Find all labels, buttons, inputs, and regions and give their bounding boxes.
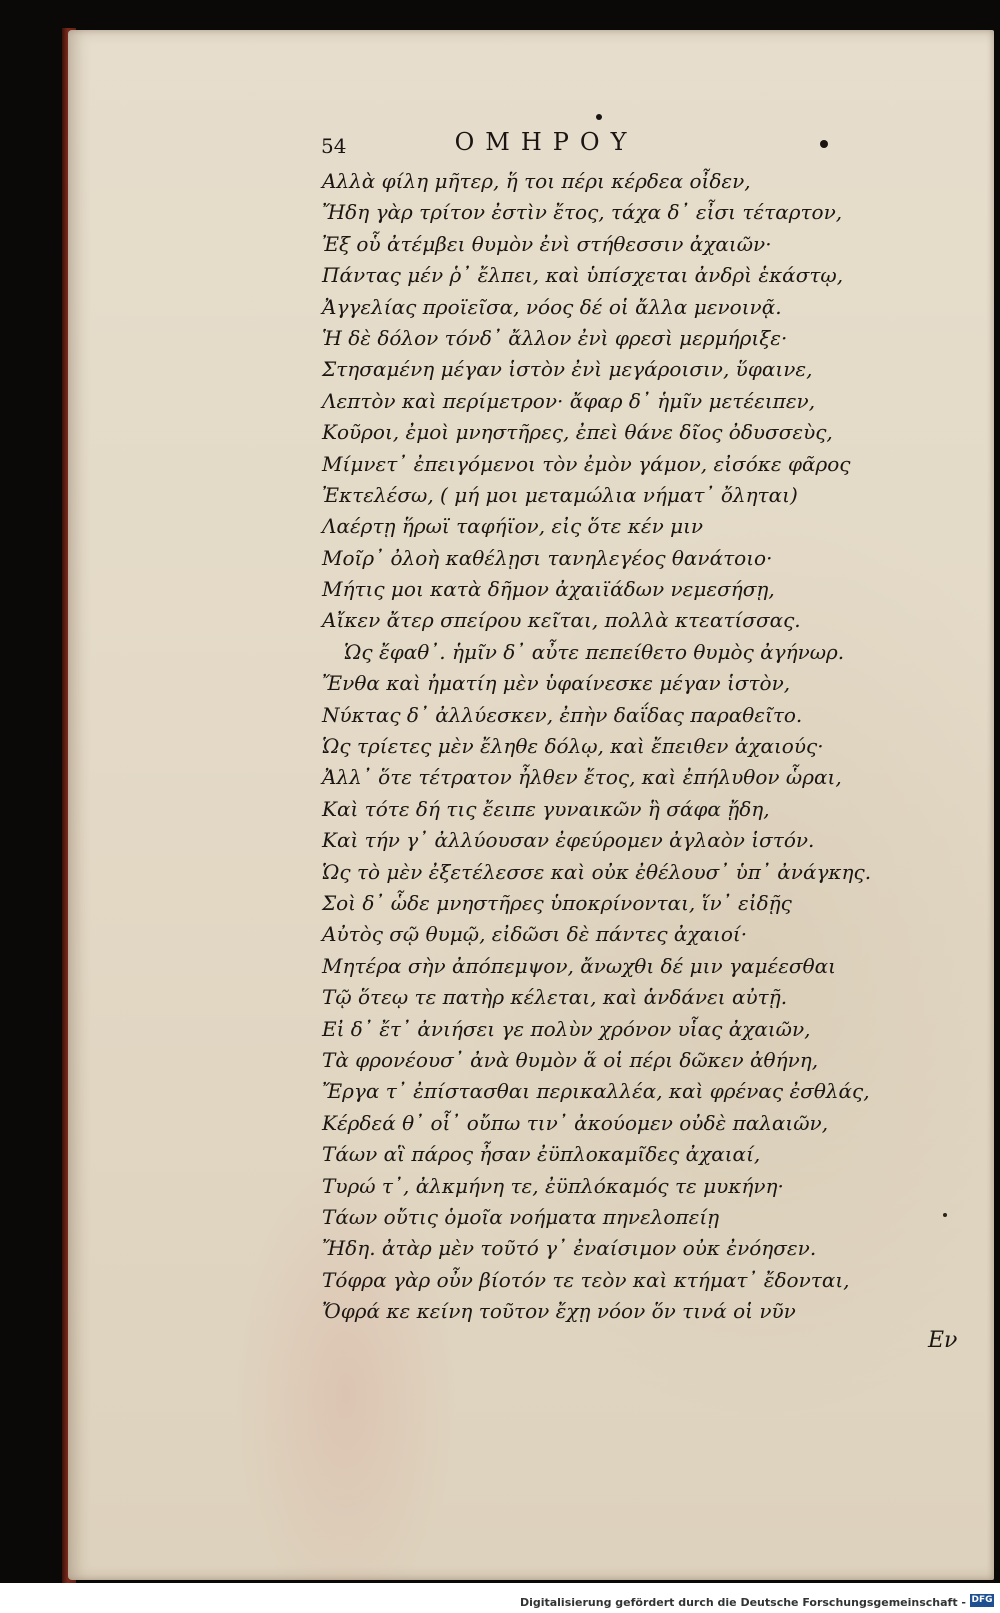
verse-line: Τὰ φρονέουσ᾽ ἀνὰ θυμὸν ἅ οἱ πέρι δῶκεν ἀθήνη,: [322, 1047, 819, 1072]
verse-line: Αλλὰ φίλη μῆτερ, ἥ τοι πέρι κέρδεα οἶδεν,: [322, 169, 751, 193]
verse-line: Τάων αἳ πάρος ἦσαν ἐϋπλοκαμῖδες ἀχαιαί,: [322, 1142, 761, 1167]
book-page: [68, 30, 994, 1580]
verse-line: Νύκτας δ᾽ ἀλλύεσκεν, ἐπὴν δαΐδας παραθεῖτο.: [322, 702, 803, 727]
verse-line: Μοῖρ᾽ ὀλοὴ καθέλῃσι τανηλεγέος θανάτοιο·: [322, 545, 773, 570]
page-number: 54: [321, 134, 347, 158]
verse-line: Σοὶ δ᾽ ὧδε μνηστῆρες ὑποκρίνονται, ἵν᾽ εἰδῇς: [322, 890, 792, 915]
catchword: Εν: [928, 1328, 958, 1353]
verse-line: Αἴκεν ἄτερ σπείρου κεῖται, πολλὰ κτεατίσσας.: [322, 608, 801, 633]
verse-line: Εἰ δ᾽ ἔτ᾽ ἀνιήσει γε πολὺν χρόνον υἷας ἀχαιῶν,: [322, 1016, 811, 1041]
verse-list: [322, 166, 962, 1327]
verse-line: Αὐτὸς σῷ θυμῷ, εἰδῶσι δὲ πάντες ἀχαιοί·: [322, 922, 748, 947]
verse-line: Μήτις μοι κατὰ δῆμον ἀχαιϊάδων νεμεσήσῃ,: [322, 577, 775, 602]
verse-line: Ὡς ἔφαθ᾽. ἡμῖν δ᾽ αὖτε πεπείθετο θυμὸς ἀγήνωρ.: [344, 639, 845, 664]
ink-dot: [820, 140, 828, 148]
verse-line: Καὶ τότε δή τις ἔειπε γυναικῶν ἣ σάφα ᾔδη,: [322, 796, 770, 821]
verse-line: Ἐξ οὗ ἀτέμβει θυμὸν ἐνὶ στήθεσσιν ἀχαιῶν·: [322, 231, 772, 256]
dfg-logo: DFG: [971, 1595, 993, 1605]
verse-line: Ἤδη. ἀτὰρ μὲν τοῦτό γ᾽ ἐναίσιμον οὐκ ἐνόησεν.: [322, 1236, 817, 1261]
verse-line: Ἀγγελίας προϊεῖσα, νόος δέ οἱ ἄλλα μενοινᾷ.: [322, 294, 782, 319]
verse-line: Μίμνετ᾽ ἐπειγόμενοι τὸν ἐμὸν γάμον, εἰσόκε φᾶρος: [322, 451, 851, 476]
verse-line: Ἤδη γὰρ τρίτον ἐστὶν ἔτος, τάχα δ᾽ εἶσι τέταρτον,: [322, 200, 843, 225]
verse-line: Ἔνθα καὶ ἠματίη μὲν ὑφαίνεσκε μέγαν ἱστὸν,: [322, 671, 791, 696]
ink-dot: [596, 114, 602, 120]
digitization-credit: Digitalisierung gefördert durch die Deutsche Forschungsgemeinschaft -: [519, 1596, 966, 1609]
verse-line: Ἐκτελέσω, ( μή μοι μεταμώλια νήματ᾽ ὄληται): [322, 482, 798, 507]
verse-line: Κοῦροι, ἐμοὶ μνηστῆρες, ἐπεὶ θάνε δῖος ὀδυσσεὺς,: [322, 420, 833, 445]
ink-speck: [943, 1213, 947, 1217]
verse-line: Ὄφρά κε κείνη τοῦτον ἔχῃ νόον ὅν τινά οἱ νῦν: [322, 1299, 796, 1324]
verse-line: Τῷ ὅτεῳ τε πατὴρ κέλεται, καὶ ἁνδάνει αὐτῇ.: [322, 985, 788, 1010]
verse-line: Στησαμένη μέγαν ἱστὸν ἐνὶ μεγάροισιν, ὕφαινε,: [322, 357, 813, 382]
verse-line: Ἡ δὲ δόλον τόνδ᾽ ἄλλον ἐνὶ φρεσὶ μερμήριξε·: [322, 325, 788, 350]
running-title: ΟΜΗΡΟΥ: [454, 128, 638, 156]
verse-line: Ὡς τὸ μὲν ἐξετέλεσσε καὶ οὐκ ἐθέλουσ᾽ ὑπ᾽ ἀνάγκης.: [322, 859, 872, 884]
verse-line: Καὶ τήν γ᾽ ἀλλύουσαν ἐφεύρομεν ἀγλαὸν ἱστόν.: [322, 828, 815, 853]
verse-line: Ἀλλ᾽ ὅτε τέτρατον ἦλθεν ἔτος, καὶ ἐπήλυθον ὧραι,: [322, 765, 842, 790]
verse-line: Ὡς τρίετες μὲν ἔληθε δόλῳ, καὶ ἔπειθεν ἀχαιούς·: [322, 734, 824, 759]
verse-line: Μητέρα σὴν ἀπόπεμψον, ἄνωχθι δέ μιν γαμέεσθαι: [322, 953, 836, 978]
verse-line: Πάντας μέν ῥ᾽ ἔλπει, καὶ ὑπίσχεται ἀνδρὶ ἑκάστῳ,: [322, 263, 844, 288]
verse-line: Τόφρα γὰρ οὖν βίοτόν τε τεὸν καὶ κτήματ᾽ ἔδονται,: [322, 1267, 850, 1292]
verse-line: Τυρώ τ᾽, ἀλκμήνη τε, ἐϋπλόκαμός τε μυκήνη·: [322, 1173, 784, 1198]
verse-line: Κέρδεά θ᾽ οἷ᾽ οὔπω τιν᾽ ἀκούομεν οὐδὲ παλαιῶν,: [322, 1110, 829, 1135]
verse-line: Λεπτὸν καὶ περίμετρον· ἄφαρ δ᾽ ἡμῖν μετέειπεν,: [322, 388, 816, 413]
page-header: [68, 124, 994, 164]
verse-line: Ἔργα τ᾽ ἐπίστασθαι περικαλλέα, καὶ φρένας ἐσθλάς,: [322, 1079, 870, 1104]
verse-line: Λαέρτῃ ἥρωϊ ταφήϊον, εἰς ὅτε κέν μιν: [322, 514, 704, 539]
verse-line: Τάων οὔτις ὁμοῖα νοήματα πηνελοπείῃ: [322, 1204, 720, 1229]
